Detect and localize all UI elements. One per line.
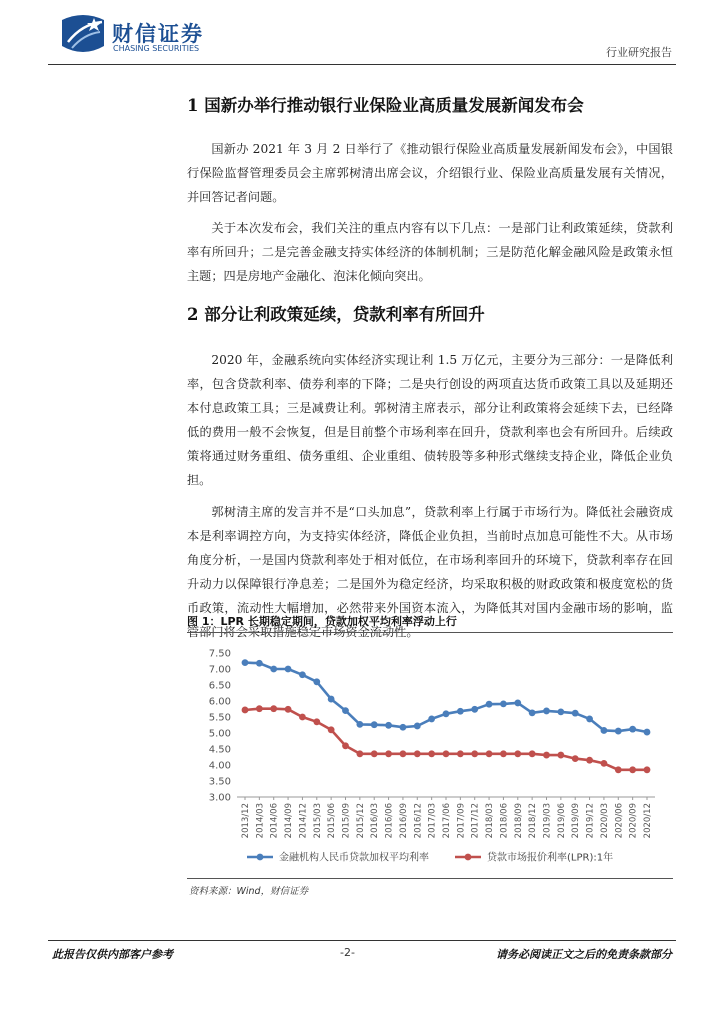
x-tick-label: 2015/09 xyxy=(341,803,352,839)
series-1-point xyxy=(557,708,564,715)
x-tick-label: 2014/12 xyxy=(298,803,309,839)
figure-source: 资料来源：Wind，财信证券 xyxy=(189,886,309,897)
chart-container xyxy=(187,635,673,875)
series-2-point xyxy=(242,707,249,714)
series-2-point xyxy=(285,706,292,713)
legend-label: 金融机构人民币贷款加权平均利率 xyxy=(279,852,429,864)
y-tick-label: 5.50 xyxy=(208,712,231,724)
logo-english-name: CHASING SECURITIES xyxy=(113,44,200,53)
x-tick-label: 2019/12 xyxy=(585,803,596,839)
series-1-point xyxy=(615,728,622,735)
series-2-point xyxy=(486,750,493,757)
series-2-point xyxy=(342,742,349,749)
series-2-point xyxy=(644,766,651,773)
section-1-paragraph: 国新办 2021 年 3 月 2 日举行了《推动银行保险业高质量发展新闻发布会》，中国银行保险监督管理委员会主席郭树清出席会议，介绍银行业、保险业高质量发展有关情况，并回答记者问题。 xyxy=(187,142,673,204)
x-tick-label: 2014/06 xyxy=(269,803,280,839)
x-tick-label: 2020/06 xyxy=(614,803,625,839)
series-1-point xyxy=(414,723,421,730)
series-2-point xyxy=(457,750,464,757)
figure-title: 图 1：LPR 长期稳定期间，贷款加权平均利率浮动上行 xyxy=(187,611,673,633)
series-1-point xyxy=(471,706,478,713)
x-tick-label: 2017/06 xyxy=(442,803,452,839)
x-tick-label: 2018/06 xyxy=(499,803,510,839)
y-tick-label: 6.00 xyxy=(208,696,231,708)
series-2-point xyxy=(557,752,564,759)
series-2-point xyxy=(400,750,407,757)
series-2-point xyxy=(572,755,579,762)
series-1-point xyxy=(270,666,277,673)
series-1-point xyxy=(356,721,363,728)
page-header xyxy=(0,0,724,70)
legend-swatch-marker xyxy=(465,854,472,861)
series-1-point xyxy=(486,701,493,708)
footer-notice: 请务必阅读正文之后的免责条款部分 xyxy=(496,948,672,961)
series-1-point xyxy=(644,729,651,736)
line-chart xyxy=(187,635,673,875)
y-tick-label: 4.00 xyxy=(208,760,231,772)
section-2-paragraph: 郭树清主席的发言并不是“口头加息”，贷款利率上行属于市场行为。降低社会融资成本是利率调控方向，为支持实体经济，降低企业负担，当前时点加息可能性不大。从市场角度分析，一是国内贷款利率处于相对低位，在市场利率回升的环境下，贷款利率存在回升动力以保障银行净息差；二是国外为稳定经济，均采取积极的财政政策和极度宽松的货币政策，流动性大幅增加，必然带来外国资本流入，为降低其对国内金融市场的影响，监管部门将会采取措施稳定市场资金流动性。 xyxy=(187,505,673,639)
series-2-point xyxy=(629,766,636,773)
series-2-point xyxy=(615,766,622,773)
section-2-paragraph: 2020 年，金融系统向实体经济实现让利 1.5 万亿元，主要分为三部分：一是降低利率，包含贷款利率、债券利率的下降；二是央行创设的两项直达货币政策工具以及延期还本付息政策工具；三是减费让利。郭树清主席表示，部分让利政策将会延续下去，已经降低的费用一般不会恢复，但是目前整个市场利率在回升，贷款利率也会有所回升。后续政策将通过财务重组、债务重组、企业重组、债转股等多种形式继续支持企业，降低企业负担。 xyxy=(187,353,673,487)
series-2-point xyxy=(471,750,478,757)
logo-chinese-name: 财信证券 xyxy=(112,22,204,46)
series-1-point xyxy=(428,716,435,723)
x-tick-label: 2019/09 xyxy=(571,803,582,839)
x-tick-label: 2016/09 xyxy=(398,803,409,839)
footer-divider xyxy=(48,940,676,941)
legend-swatch-marker xyxy=(257,854,264,861)
footer-disclaimer: 此报告仅供内部客户参考 xyxy=(52,948,173,961)
series-1-point xyxy=(313,678,320,685)
x-tick-label: 2013/12 xyxy=(241,803,251,839)
section-1-heading: 1 国新办举行推动银行业保险业高质量发展新闻发布会 xyxy=(187,96,584,115)
x-tick-label: 2017/09 xyxy=(456,803,467,839)
x-tick-label: 2015/12 xyxy=(355,803,366,839)
section-2-heading: 2 部分让利政策延续，贷款利率有所回升 xyxy=(187,305,485,324)
series-1-point xyxy=(328,696,335,703)
series-2-point xyxy=(371,750,378,757)
header-divider xyxy=(48,64,676,65)
series-2-point xyxy=(428,750,435,757)
x-tick-label: 2018/09 xyxy=(513,803,524,839)
series-1-point xyxy=(529,709,536,716)
x-tick-label: 2014/09 xyxy=(284,803,295,839)
x-tick-label: 2020/12 xyxy=(643,803,653,839)
x-tick-label: 2016/03 xyxy=(370,803,381,839)
x-tick-label: 2019/06 xyxy=(556,803,567,839)
main-content xyxy=(187,90,673,644)
series-1-point xyxy=(572,710,579,717)
series-1-point xyxy=(285,666,292,673)
y-tick-label: 7.00 xyxy=(208,664,231,676)
legend-label: 贷款市场报价利率(LPR):1年 xyxy=(487,852,614,864)
x-tick-label: 2015/03 xyxy=(312,803,323,839)
series-1-point xyxy=(342,707,349,714)
series-1-point xyxy=(514,700,521,707)
series-1-point xyxy=(500,700,507,707)
series-1-point xyxy=(457,708,464,715)
x-tick-label: 2017/12 xyxy=(470,803,481,839)
series-2-point xyxy=(385,750,392,757)
x-tick-label: 2017/03 xyxy=(427,803,438,839)
x-tick-label: 2020/03 xyxy=(599,803,610,839)
series-2-point xyxy=(299,714,306,721)
x-tick-label: 2016/12 xyxy=(413,803,424,839)
report-type-label: 行业研究报告 xyxy=(606,46,672,59)
series-1-point xyxy=(586,716,593,723)
series-2-point xyxy=(270,705,277,712)
series-2-point xyxy=(356,750,363,757)
y-tick-label: 7.50 xyxy=(208,648,231,660)
series-1-point xyxy=(400,724,407,731)
x-tick-label: 2015/06 xyxy=(327,803,338,839)
series-2-point xyxy=(256,705,263,712)
page-number: -2- xyxy=(340,946,355,959)
series-2-point xyxy=(443,750,450,757)
x-tick-label: 2018/03 xyxy=(485,803,496,839)
series-2-point xyxy=(313,718,320,725)
series-2-point xyxy=(601,760,608,767)
company-logo xyxy=(58,12,248,58)
series-1-point xyxy=(601,727,608,734)
series-1-point xyxy=(299,671,306,678)
y-tick-label: 4.50 xyxy=(208,744,231,756)
series-2-point xyxy=(514,750,521,757)
series-2-point xyxy=(586,757,593,764)
y-tick-label: 6.50 xyxy=(208,680,231,692)
series-1-point xyxy=(385,722,392,729)
series-1-point xyxy=(543,708,550,715)
section-1-paragraph: 关于本次发布会，我们关注的重点内容有以下几点：一是部门让利政策延续，贷款利率有所回升；二是完善金融支持实体经济的体制机制；三是防范化解金融风险是政策永恒主题；四是房地产金融化、泡沫化倾向突出。 xyxy=(187,221,673,283)
y-tick-label: 3.00 xyxy=(208,792,231,804)
logo-mark-icon xyxy=(58,12,108,58)
y-tick-label: 3.50 xyxy=(208,776,231,788)
series-2-point xyxy=(529,750,536,757)
x-tick-label: 2019/03 xyxy=(542,803,553,839)
figure-bottom-rule xyxy=(187,878,673,879)
series-2-point xyxy=(543,752,550,759)
series-2-point xyxy=(500,750,507,757)
series-2-point xyxy=(328,726,335,733)
x-tick-label: 2018/12 xyxy=(528,803,539,839)
x-tick-label: 2014/03 xyxy=(255,803,266,839)
series-1-point xyxy=(256,660,263,667)
y-tick-label: 5.00 xyxy=(208,728,231,740)
x-tick-label: 2020/09 xyxy=(628,803,639,839)
series-1-point xyxy=(371,721,378,728)
series-1-point xyxy=(443,710,450,717)
series-1-point xyxy=(242,659,249,666)
x-tick-label: 2016/06 xyxy=(384,803,395,839)
series-2-point xyxy=(414,750,421,757)
series-1-point xyxy=(629,726,636,733)
